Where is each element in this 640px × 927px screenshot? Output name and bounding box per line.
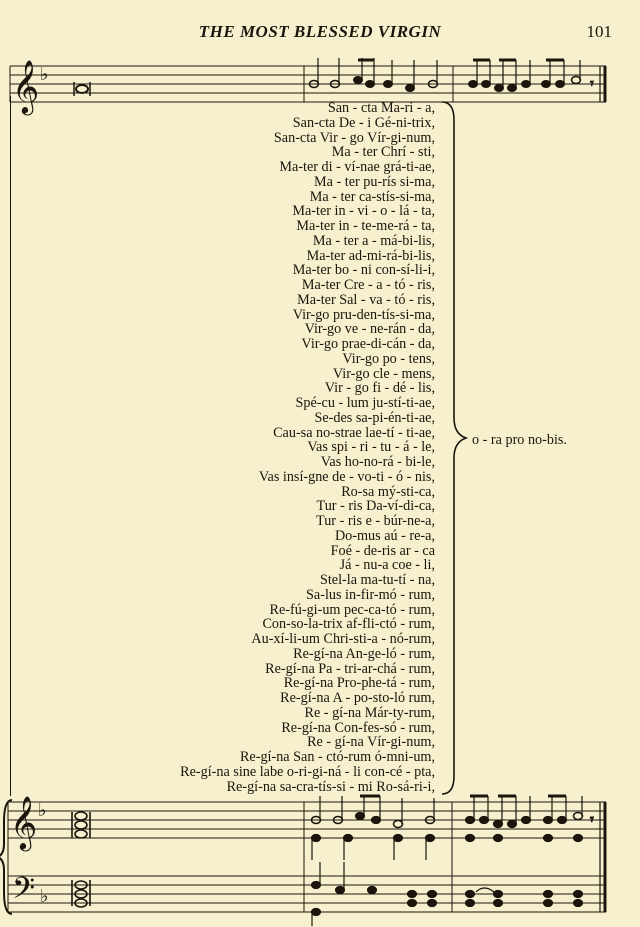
litany-line: Re-gí-na San - ctó-rum ó-mni-um, xyxy=(239,749,435,765)
svg-text:𝄾: 𝄾 xyxy=(590,812,594,828)
litany-line: Ma-ter in - vi - o - lá - ta, xyxy=(292,203,435,220)
page-title: THE MOST BLESSED VIRGIN xyxy=(198,22,442,41)
litany-line: Spé-cu - lum ju-stí-ti-ae, xyxy=(295,395,435,411)
svg-text:𝄞: 𝄞 xyxy=(12,59,40,113)
litany-line: Vir-go pru-den-tís-si-ma, xyxy=(292,306,435,323)
litany-line: Ma-ter ad-mi-rá-bi-lis, xyxy=(306,247,435,264)
litany-line: Re-gí-na Con-fes-só - rum, xyxy=(281,719,435,736)
litany-line: Re - gí-na Már-ty-rum, xyxy=(304,704,435,721)
litany-line: Já - nu-a coe - li, xyxy=(339,557,435,574)
litany-line: Cau-sa no-strae lae-tí - ti-ae, xyxy=(273,424,435,441)
litany-line: Vir-go cle - mens, xyxy=(332,365,435,382)
litany-line: Au-xí-li-um Chri-sti-a - nó-rum, xyxy=(251,631,435,647)
litany-line: Se-des sa-pi-én-ti-ae, xyxy=(314,409,435,426)
chord-breve-icon xyxy=(72,812,90,907)
litany-line: Re-gí-na Pa - tri-ar-chá - rum, xyxy=(265,660,435,677)
litany-line: Tur - ris Da-ví-di-ca, xyxy=(316,498,435,515)
litany-line: Vir-go ve - ne-rán - da, xyxy=(304,321,435,338)
litany-line: Re-gí-na Pro-phe-tá - rum, xyxy=(283,675,435,692)
litany-line: San-cta Vir - go Vír-gi-num, xyxy=(273,129,435,146)
flat-icon: ♭ xyxy=(40,886,49,907)
litany-line: Ma-ter Sal - va - tó - ris, xyxy=(297,291,435,308)
litany-line: Ma - ter a - má-bi-lis, xyxy=(312,232,435,249)
litany-line: Ma - ter pu-rís si-ma, xyxy=(314,173,435,190)
litany-line: Ma-ter in - te-me-rá - ta, xyxy=(296,218,435,234)
litany-line: Tur - ris e - búr-ne-a, xyxy=(316,513,435,529)
litany-line: Re-gí-na sa-cra-tís-si - mi Ro-sá-ri-i, xyxy=(226,778,435,795)
litany-line: Re-gí-na sine labe o-ri-gi-ná - li con-cé - pta, xyxy=(180,763,435,780)
treble-clef-icon: 𝄞 xyxy=(10,795,38,849)
litany-line: Vir-go prae-di-cán - da, xyxy=(301,336,435,352)
litany-line: Con-so-la-trix af-fli-ctó - rum, xyxy=(262,616,435,633)
litany-line: Ma-ter bo - ni con-sí-li-i, xyxy=(292,262,435,279)
litany-line: Do-mus aú - re-a, xyxy=(334,527,435,544)
svg-text:𝄾: 𝄾 xyxy=(590,76,594,92)
litany-line: Vas spi - ri - tu - á - le, xyxy=(307,439,435,456)
litany-line: Re - gí-na Vír-gi-num, xyxy=(307,734,435,751)
page-number: 101 xyxy=(586,22,612,41)
litany-line: San-cta De - i Gé-ni-trix, xyxy=(292,114,435,131)
litany-line: Ma-ter Cre - a - tó - ris, xyxy=(301,277,435,293)
litany-line: Re-gí-na An-ge-ló - rum, xyxy=(293,645,435,662)
litany-line: Ro-sa mý-sti-ca, xyxy=(341,483,435,500)
accompaniment-notes xyxy=(312,796,595,926)
litany-line: Vas insí-gne de - vo-ti - ó - nis, xyxy=(258,468,435,485)
litany-line: Stel-la ma-tu-tí - na, xyxy=(319,572,435,588)
litany-line: Vir - go fi - dé - lis, xyxy=(324,380,435,397)
litany-lyrics xyxy=(0,100,640,800)
litany-line: Vir-go po - tens, xyxy=(342,350,435,367)
litany-line: Foé - de-ris ar - ca xyxy=(330,542,435,559)
litany-line: Ma-ter di - ví-nae grá-ti-ae, xyxy=(279,159,435,175)
litany-line: Re-fú-gi-um pec-ca-tó - rum, xyxy=(269,601,435,618)
litany-line: Vas ho-no-rá - bi-le, xyxy=(320,454,435,470)
bass-clef-icon: 𝄢 xyxy=(12,872,36,913)
litany-line: Ma - ter Chrí - sti, xyxy=(331,144,435,161)
accompaniment-staves xyxy=(0,792,640,927)
flat-icon: ♭ xyxy=(38,800,47,821)
response-text: o - ra pro no-bis. xyxy=(472,432,567,448)
litany-line: San - cta Ma-rí - a, xyxy=(327,100,435,116)
litany-line: Ma - ter ca-stís-si-ma, xyxy=(309,188,435,205)
page-header xyxy=(0,18,640,48)
lyrics-brace xyxy=(438,100,468,796)
litany-line: Sa-lus in-fir-mó - rum, xyxy=(306,586,435,603)
litany-line: Re-gí-na A - po-sto-ló rum, xyxy=(280,690,435,706)
flat-icon: ♭ xyxy=(40,64,49,85)
